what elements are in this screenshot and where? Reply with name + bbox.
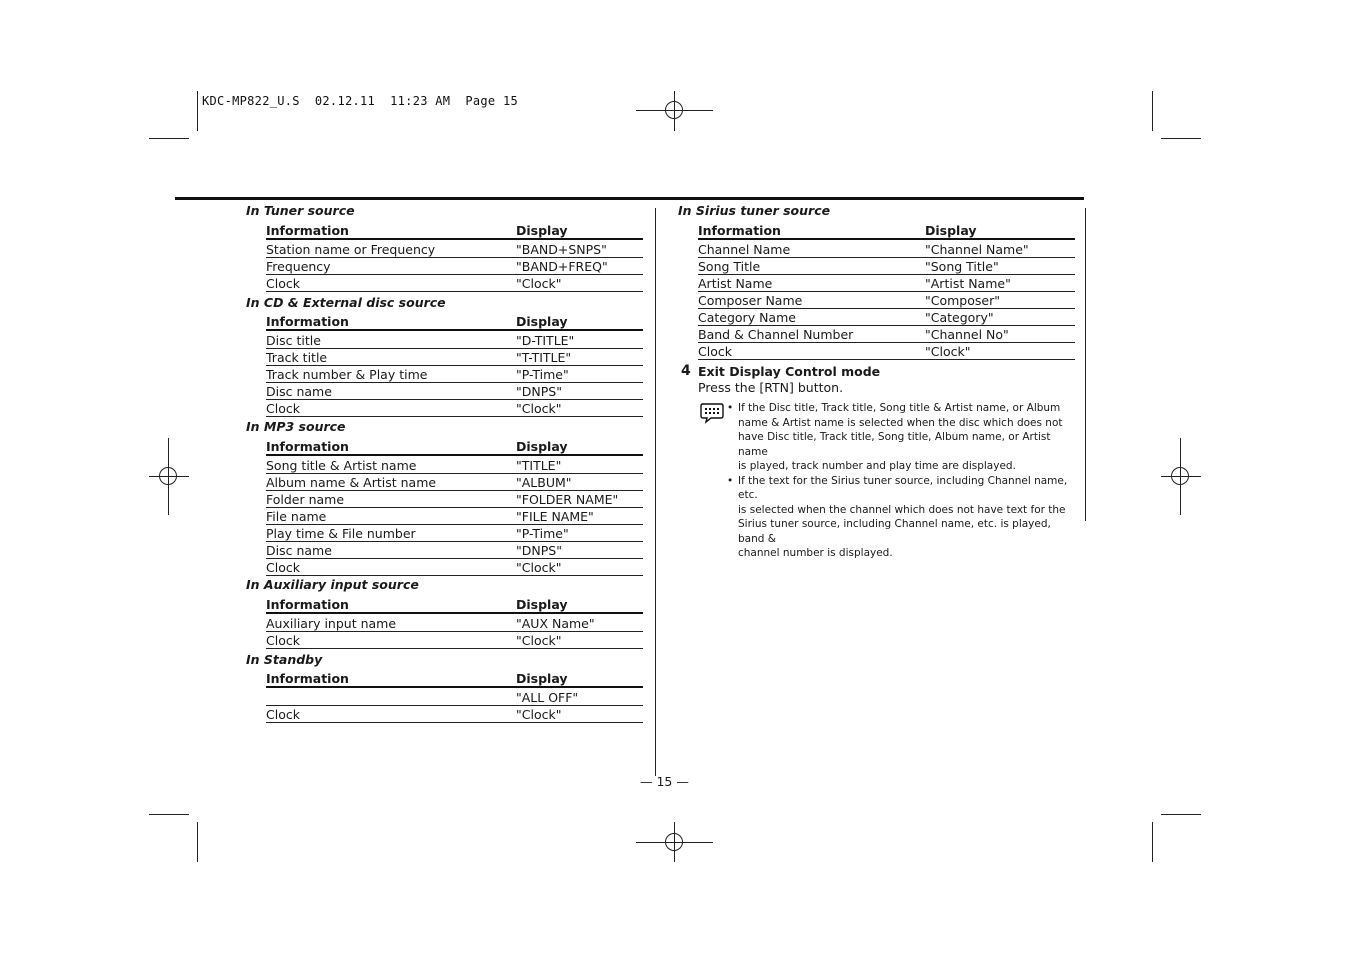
- table-row: [266, 687, 643, 706]
- display-cell: "Clock": [516, 559, 643, 576]
- section-title-cd: In CD & External disc source: [246, 295, 446, 310]
- display-cell: "T-TITLE": [516, 349, 643, 366]
- note-line: have Disc title, Track title, Song title, Album name, or Artist name: [738, 431, 1051, 458]
- display-cell: "Clock": [516, 400, 643, 417]
- note-icon: [700, 402, 724, 424]
- aux-table: [266, 595, 643, 649]
- section-title-aux: In Auxiliary input source: [246, 577, 419, 592]
- display-cell: "Channel No": [925, 326, 1075, 343]
- crop-mark: [1161, 138, 1201, 139]
- display-cell: "Composer": [925, 292, 1075, 309]
- display-cell: "D-TITLE": [516, 330, 643, 349]
- print-slug: KDC-MP822_U.S 02.12.11 11:23 AM Page 15: [202, 94, 519, 108]
- info-cell: Composer Name: [698, 292, 925, 309]
- note-item: [727, 474, 1077, 561]
- display-cell: "DNPS": [516, 383, 643, 400]
- note-line: channel number is displayed.: [738, 547, 893, 559]
- table-row: [266, 474, 643, 491]
- step-title: Exit Display Control mode: [698, 364, 881, 379]
- cd-table: [266, 312, 643, 417]
- crop-mark: [149, 138, 189, 139]
- note-line: Sirius tuner source, including Channel name, etc. is played, band &: [738, 518, 1051, 545]
- info-cell: Auxiliary input name: [266, 613, 516, 632]
- info-cell: Clock: [266, 632, 516, 649]
- display-cell: "Clock": [925, 343, 1075, 360]
- table-row: [266, 349, 643, 366]
- table-row: [698, 309, 1075, 326]
- note-line: is selected when the channel which does not have text for the: [738, 503, 1066, 516]
- note-line: name & Artist name is selected when the disc which does not: [738, 416, 1063, 429]
- step-number: 4: [681, 363, 691, 379]
- table-row: [266, 559, 643, 576]
- table-row: [698, 258, 1075, 275]
- column-header-display: Display: [925, 221, 1075, 239]
- column-header-display: Display: [516, 221, 643, 239]
- info-cell: Song title & Artist name: [266, 455, 516, 474]
- page-number: — 15 —: [640, 774, 689, 789]
- column-header-display: Display: [516, 437, 643, 455]
- table-row: [266, 275, 643, 292]
- display-cell: "ALBUM": [516, 474, 643, 491]
- info-cell: Band & Channel Number: [698, 326, 925, 343]
- table-row: [698, 239, 1075, 258]
- info-cell: Clock: [266, 559, 516, 576]
- crop-mark: [197, 822, 198, 862]
- info-cell: Channel Name: [698, 239, 925, 258]
- info-cell: File name: [266, 508, 516, 525]
- step-instruction: Press the [RTN] button.: [698, 380, 844, 395]
- table-row: [266, 239, 643, 258]
- crop-mark: [1152, 91, 1153, 131]
- display-cell: "DNPS": [516, 542, 643, 559]
- table-row: [266, 455, 643, 474]
- column-header-display: Display: [516, 595, 643, 613]
- registration-circle: [665, 833, 683, 851]
- tuner-table: [266, 221, 643, 292]
- column-header-information: Information: [266, 312, 516, 330]
- table-row: [266, 330, 643, 349]
- table-row: [266, 706, 643, 723]
- crop-mark: [197, 91, 198, 131]
- top-rule: [175, 197, 1084, 200]
- section-title-standby: In Standby: [246, 652, 323, 667]
- display-cell: "Artist Name": [925, 275, 1075, 292]
- display-cell: "P-Time": [516, 366, 643, 383]
- info-cell: Play time & File number: [266, 525, 516, 542]
- info-cell: Clock: [266, 400, 516, 417]
- display-cell: "FILE NAME": [516, 508, 643, 525]
- note-item: [727, 401, 1077, 474]
- info-cell: Artist Name: [698, 275, 925, 292]
- info-cell: Disc name: [266, 383, 516, 400]
- display-cell: "BAND+SNPS": [516, 239, 643, 258]
- crop-mark: [1152, 822, 1153, 862]
- registration-circle: [159, 467, 177, 485]
- column-header-information: Information: [266, 221, 516, 239]
- sirius-table: [698, 221, 1075, 360]
- section-title-sirius: In Sirius tuner source: [678, 203, 831, 218]
- display-cell: "P-Time": [516, 525, 643, 542]
- column-divider: [655, 208, 656, 776]
- display-cell: "AUX Name": [516, 613, 643, 632]
- mp3-table: [266, 437, 643, 576]
- table-row: [698, 343, 1075, 360]
- bullet: •: [727, 402, 734, 414]
- info-cell: Clock: [266, 275, 516, 292]
- info-cell: Album name & Artist name: [266, 474, 516, 491]
- display-cell: "Channel Name": [925, 239, 1075, 258]
- info-cell: Folder name: [266, 491, 516, 508]
- table-row: [266, 613, 643, 632]
- table-row: [266, 383, 643, 400]
- table-row: [266, 258, 643, 275]
- info-cell: Disc name: [266, 542, 516, 559]
- registration-circle: [1171, 467, 1189, 485]
- display-cell: "BAND+FREQ": [516, 258, 643, 275]
- display-cell: "FOLDER NAME": [516, 491, 643, 508]
- column-header-information: Information: [266, 669, 516, 687]
- crop-mark: [149, 814, 189, 815]
- table-row: [698, 292, 1075, 309]
- info-cell: Disc title: [266, 330, 516, 349]
- info-cell: [266, 687, 516, 706]
- column-header-information: Information: [266, 595, 516, 613]
- note-line: If the Disc title, Track title, Song title & Artist name, or Album: [738, 402, 1061, 414]
- table-row: [266, 491, 643, 508]
- registration-circle: [665, 101, 683, 119]
- note-line: is played, track number and play time are displayed.: [738, 460, 1016, 472]
- info-cell: Category Name: [698, 309, 925, 326]
- info-cell: Song Title: [698, 258, 925, 275]
- display-cell: "Category": [925, 309, 1075, 326]
- section-title-mp3: In MP3 source: [246, 419, 346, 434]
- section-title-tuner: In Tuner source: [246, 203, 355, 218]
- display-cell: "Clock": [516, 632, 643, 649]
- column-header-information: Information: [698, 221, 925, 239]
- column-header-display: Display: [516, 312, 643, 330]
- display-cell: "Clock": [516, 275, 643, 292]
- display-cell: "TITLE": [516, 455, 643, 474]
- table-row: [266, 542, 643, 559]
- display-cell: "ALL OFF": [516, 687, 643, 706]
- notes-list: [727, 401, 1077, 561]
- info-cell: Track number & Play time: [266, 366, 516, 383]
- display-cell: "Song Title": [925, 258, 1075, 275]
- table-row: [266, 366, 643, 383]
- column-header-display: Display: [516, 669, 643, 687]
- info-cell: Clock: [266, 706, 516, 723]
- table-row: [266, 508, 643, 525]
- column-header-information: Information: [266, 437, 516, 455]
- table-row: [698, 275, 1075, 292]
- standby-table: [266, 669, 643, 723]
- table-row: [266, 525, 643, 542]
- crop-mark: [1161, 814, 1201, 815]
- display-cell: "Clock": [516, 706, 643, 723]
- info-cell: Station name or Frequency: [266, 239, 516, 258]
- table-row: [698, 326, 1075, 343]
- info-cell: Clock: [698, 343, 925, 360]
- info-cell: Frequency: [266, 258, 516, 275]
- right-margin-rule: [1085, 208, 1086, 521]
- table-row: [266, 400, 643, 417]
- info-cell: Track title: [266, 349, 516, 366]
- bullet: •: [727, 474, 734, 487]
- table-row: [266, 632, 643, 649]
- note-line: If the text for the Sirius tuner source, including Channel name, etc.: [738, 474, 1068, 501]
